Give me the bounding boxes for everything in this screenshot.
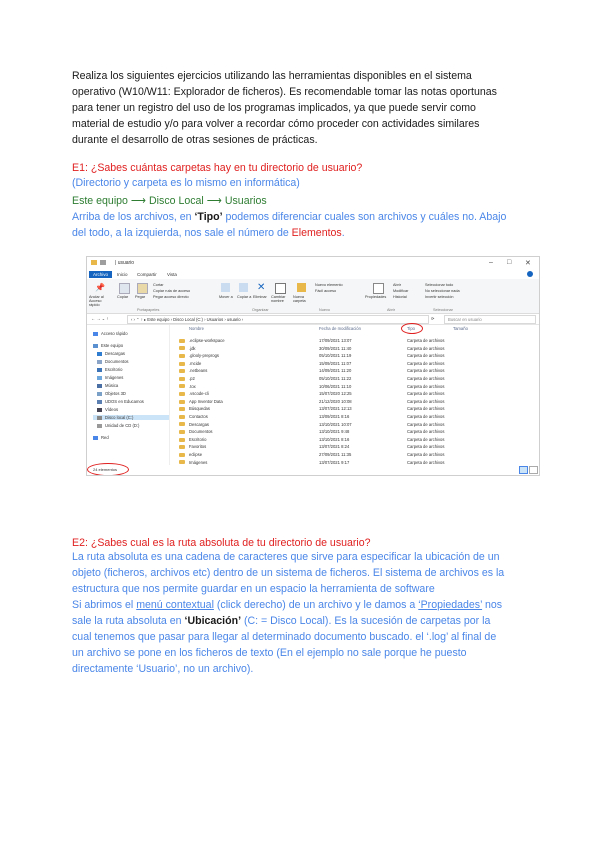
file-name-text: Descargas [189, 421, 210, 427]
file-name [179, 353, 219, 358]
e1-answer-text: Arriba de los archivos, en [72, 211, 195, 223]
intro-line: durante el desarrollo de otras sesiones de prácticas. [72, 134, 318, 146]
e2-properties: ‘Propiedades’ [418, 599, 483, 611]
folder-icon [91, 260, 97, 265]
group-nuevo: Nuevo [319, 308, 330, 312]
nav-item-label: Disco local (C:) [105, 415, 134, 420]
file-type: Carpeta de archivos [407, 391, 445, 397]
file-name [179, 414, 208, 419]
file-name [179, 460, 207, 465]
file-date: 13/07/2021 9:17 [319, 459, 350, 465]
file-date: 15/07/2020 12:25 [319, 391, 352, 397]
move-to-button[interactable]: Mover a [219, 295, 233, 299]
file-name-text: Favoritos [189, 444, 207, 450]
e1-answer-elementos: Elementos [291, 227, 342, 239]
file-name-text: Búsquedas [189, 406, 210, 412]
file-type: Carpeta de archivos [407, 345, 445, 351]
download-icon [97, 352, 102, 356]
file-type: Carpeta de archivos [407, 338, 445, 343]
intro-line: para tener un registro del uso de los programas implicados, ya que puede servir como [72, 102, 476, 114]
file-type: Carpeta de archivos [407, 360, 445, 366]
highlight-circle [401, 323, 423, 334]
tab-archivo[interactable]: Archivo [89, 271, 112, 278]
copy-to-button[interactable]: Copiar a [237, 295, 252, 299]
address-field[interactable] [127, 315, 429, 324]
network-drive-icon [97, 400, 102, 404]
e2-context-menu: menú contextual [136, 599, 214, 611]
file-date: 13/07/2021 8:24 [319, 444, 350, 450]
e2-text: (C: = Disco Local). Es la sucesión de carpetas por la [241, 615, 491, 627]
search-input[interactable] [444, 315, 536, 324]
file-name [179, 406, 210, 411]
folder-icon [179, 430, 185, 434]
nav-item-label: Vídeos [105, 407, 119, 412]
quick-access-icon [100, 260, 106, 265]
file-type: Carpeta de archivos [407, 353, 445, 359]
e1-note: (Directorio y carpeta es lo mismo en informática) [72, 177, 300, 189]
nav-item[interactable] [97, 423, 139, 428]
file-name [179, 437, 206, 442]
file-name [179, 361, 201, 366]
navigation-pane [87, 325, 170, 465]
file-name-text: App Inventor Data [189, 398, 223, 404]
highlight-circle [87, 463, 129, 476]
file-name-text: .jdk [189, 345, 196, 351]
tab-compartir[interactable]: Compartir [137, 272, 157, 277]
rename-button[interactable]: Cambiar nombre [271, 295, 286, 303]
file-name-text: .eclipse-workspace [189, 338, 225, 343]
title-bar [87, 257, 539, 270]
window-title: | usuario [115, 260, 135, 266]
nav-item[interactable] [97, 391, 126, 396]
file-date: 13/10/2021 10:07 [319, 421, 352, 427]
close-icon[interactable]: ✕ [525, 260, 531, 267]
group-abrir: Abrir [387, 308, 396, 312]
e2-text: nos [482, 599, 503, 611]
tab-inicio[interactable]: Inicio [117, 272, 128, 277]
file-type: Carpeta de archivos [407, 414, 445, 419]
file-type: Carpeta de archivos [407, 383, 445, 389]
nav-arrows-icon[interactable]: ← → ⌄ ↑ [91, 316, 109, 321]
paste-button[interactable]: Pegar [135, 295, 146, 299]
e2-line: un archivo se pone en los ficheros de texto (En el ejemplo no sale porque he puesto [72, 647, 467, 659]
nav-item[interactable] [97, 407, 118, 412]
e2-ubicacion: ‘Ubicación’ [184, 615, 242, 627]
address-bar [87, 314, 539, 325]
e1-question: E1: ¿Sabes cuántas carpetas hay en tu directorio de usuario? [72, 162, 363, 174]
nav-item[interactable] [93, 331, 128, 336]
file-date: 30/09/2021 11:40 [319, 345, 352, 351]
nav-item[interactable] [93, 343, 123, 348]
select-all-button[interactable]: Seleccionar todo [425, 283, 454, 287]
pin-quick-access-button[interactable]: Anclar al Acceso rápido [89, 295, 104, 307]
file-date: 21/12/2020 10:08 [319, 398, 352, 404]
item-count: 24 elementos [93, 467, 118, 472]
nav-item-label: Música [105, 383, 119, 388]
folder-icon [179, 392, 185, 396]
paste-shortcut-button[interactable]: Pegar acceso directo [153, 295, 189, 299]
nav-item[interactable] [97, 383, 118, 388]
copy-button[interactable]: Copiar [117, 295, 129, 299]
computer-icon [93, 344, 98, 348]
delete-button[interactable]: Eliminar [253, 295, 267, 299]
history-button[interactable]: Historial [393, 295, 407, 299]
copy-icon [119, 283, 130, 294]
nav-item-label: Red [101, 435, 109, 440]
file-name [179, 422, 209, 427]
folder-icon [179, 346, 185, 350]
file-name-text: .mcide [189, 360, 202, 366]
pictures-icon [97, 376, 102, 380]
group-organizar: Organizar [252, 308, 269, 312]
open-button[interactable]: Abrir [393, 283, 402, 287]
folder-icon [179, 400, 185, 404]
file-name [179, 444, 206, 449]
nav-item-label: Descargas [105, 351, 126, 356]
e2-question: E2: ¿Sabes cual es la ruta absoluta de tu directorio de usuario? [72, 537, 371, 549]
copy-path-button[interactable]: Copiar ruta de acceso [153, 289, 191, 293]
folder-icon [179, 339, 185, 343]
e1-answer-tipo: ‘Tipo’ [194, 211, 223, 223]
cd-drive-icon [97, 424, 102, 428]
file-name-text: Contactos [189, 414, 208, 419]
file-list [171, 325, 537, 465]
file-date: 27/09/2021 11:35 [319, 452, 352, 457]
file-name-text: Imágenes [189, 459, 208, 465]
easy-access-button[interactable]: Fácil acceso [315, 289, 337, 293]
nav-item-label: Documentos [105, 359, 129, 364]
e2-line: estructura que nos permite guardar en un espacio la herramienta de software [72, 583, 435, 595]
documents-icon [97, 360, 102, 364]
file-name-text: Documentos [189, 429, 213, 435]
nav-item-label: Unidad de CD (D:) [105, 423, 140, 428]
select-none-button[interactable]: No seleccionar nada [425, 289, 460, 293]
e2-text: (click derecho) de un archivo y le damos a [213, 599, 419, 611]
maximize-icon[interactable]: □ [507, 259, 512, 266]
pin-icon: 📌 [95, 283, 105, 292]
nav-item-label: UDOS en Educamos [105, 399, 144, 404]
rename-icon [275, 283, 286, 294]
move-to-icon [221, 283, 230, 292]
nav-item[interactable] [97, 367, 122, 372]
e1-answer-text: podemos diferenciar cuales son archivos y cuáles no. Abajo [222, 211, 507, 223]
file-date: 15/09/2021 11:07 [319, 360, 352, 366]
folder-icon [179, 438, 185, 442]
network-icon [93, 436, 98, 440]
file-explorer-screenshot [86, 256, 540, 476]
nav-item[interactable] [97, 375, 123, 380]
nav-item[interactable] [97, 399, 144, 404]
file-name [179, 452, 202, 457]
intro-line: material de estudio y/o para volver a recordar cómo proceder con actividades similares [72, 118, 480, 130]
details-view-icon[interactable] [519, 466, 528, 474]
e2-line: objeto (ficheros, archivos etc) dentro de un sistema de ficheros. El sistema de archivos es la [72, 567, 505, 579]
refresh-icon[interactable]: ⟳ [431, 316, 435, 321]
file-name-text: .p2 [189, 376, 195, 381]
star-icon [93, 332, 98, 336]
file-type: Carpeta de archivos [407, 376, 445, 381]
file-name-text: .glooly-preprogs [189, 353, 220, 359]
file-type: Carpeta de archivos [407, 436, 445, 442]
e2-text: sale la ruta absoluta en [72, 615, 185, 627]
videos-icon [97, 408, 102, 412]
invert-selection-button[interactable]: Invertir selección [425, 295, 454, 299]
file-date: 14/09/2021 11:20 [319, 368, 352, 374]
file-name [179, 391, 209, 396]
e2-line: cual tenemos que pasar para llegar al determinado documento buscado. el ‘.log’ al final de [72, 631, 497, 643]
new-folder-button[interactable]: Nueva carpeta [293, 295, 306, 303]
file-name-text: Escritorio [189, 436, 207, 442]
e2-paragraph-1 [72, 549, 528, 597]
file-name [179, 384, 196, 389]
folder-icon [179, 415, 185, 419]
e2-line: La ruta absoluta es una cadena de caracteres que sirve para especificar la ubicación de un [72, 551, 500, 563]
nav-item-label: Acceso rápido [101, 331, 128, 336]
e1-path: Este equipo ⟶ Disco Local ⟶ Usuarios [72, 195, 267, 207]
e1-answer-text: del todo, a la izquierda, nos sale el número de [72, 227, 292, 239]
column-header-type[interactable]: Tipo [407, 326, 415, 331]
file-name [179, 429, 213, 434]
properties-button[interactable]: Propiedades [365, 295, 387, 299]
file-type: Carpeta de archivos [407, 398, 445, 404]
file-name-text: .tox [189, 383, 196, 389]
folder-icon [179, 453, 185, 457]
folder-icon [179, 384, 185, 388]
objects-3d-icon [97, 392, 102, 396]
intro-line: Realiza los siguientes ejercicios utilizando las herramientas disponibles en el sistema [72, 70, 472, 82]
file-type: Carpeta de archivos [407, 421, 445, 427]
folder-icon [179, 445, 185, 449]
nav-item[interactable] [97, 351, 125, 356]
e2-paragraph-2 [72, 597, 528, 677]
file-name-text: eclipse [189, 452, 203, 457]
file-date: 10/06/2021 11:10 [319, 383, 352, 389]
nav-item-label: Imágenes [105, 375, 124, 380]
e2-line: directamente ‘Usuario’, no un archivo). [72, 663, 254, 675]
file-name [179, 399, 223, 404]
desktop-icon [97, 368, 102, 372]
intro-paragraph [72, 68, 528, 148]
copy-to-icon [239, 283, 248, 292]
file-date: 13/10/2021 8:16 [319, 436, 350, 442]
file-name [179, 346, 196, 351]
file-date: 13/07/2021 12:13 [319, 406, 352, 412]
minimize-icon[interactable]: – [489, 259, 493, 266]
file-type: Carpeta de archivos [407, 406, 445, 412]
folder-icon [179, 369, 185, 373]
folder-icon [179, 362, 185, 366]
file-type: Carpeta de archivos [407, 429, 445, 435]
help-icon[interactable] [527, 271, 533, 277]
tiles-view-icon[interactable] [529, 466, 538, 474]
file-date: 05/10/2021 11:19 [319, 353, 352, 359]
edit-button[interactable]: Modificar [393, 289, 409, 293]
file-name [179, 368, 207, 373]
file-name-text: .netbeans [189, 368, 208, 374]
column-header-size[interactable]: Tamaño [453, 326, 468, 331]
group-portapapeles: Portapapeles [137, 308, 160, 312]
cut-button[interactable]: Cortar [153, 283, 164, 287]
nav-item-label: Objetos 3D [105, 391, 126, 396]
address-path: ‹ › ⌃ ↑ ▸ Este equipo › Disco Local (C:) › Usuarios › usuario › [131, 317, 244, 322]
search-placeholder: Buscar en usuario [448, 317, 482, 322]
folder-icon [179, 460, 185, 464]
tab-vista[interactable]: Vista [167, 272, 177, 277]
file-date: 13/09/2021 8:16 [319, 414, 350, 419]
nav-item-label: Escritorio [105, 367, 123, 372]
column-header-name[interactable]: Nombre [189, 326, 204, 331]
status-bar [87, 465, 539, 475]
folder-icon [179, 377, 185, 381]
file-date: 17/09/2021 13:07 [319, 338, 352, 343]
e1-answer [72, 209, 528, 241]
new-item-button[interactable]: Nuevo elemento [315, 283, 343, 287]
file-type: Carpeta de archivos [407, 444, 445, 450]
file-type: Carpeta de archivos [407, 459, 445, 465]
ribbon [87, 279, 539, 314]
file-type: Carpeta de archivos [407, 368, 445, 374]
nav-item-label: Este equipo [101, 343, 124, 348]
nav-item[interactable] [93, 435, 109, 440]
file-type: Carpeta de archivos [407, 452, 445, 457]
file-name [179, 376, 195, 381]
delete-icon: ✕ [257, 282, 266, 293]
e1-answer-text: . [341, 227, 345, 239]
file-name-text: .vscode-cli [189, 391, 209, 397]
music-icon [97, 384, 102, 388]
new-folder-icon [297, 283, 306, 292]
file-date: 05/10/2021 11:22 [319, 376, 352, 381]
nav-item[interactable] [97, 359, 129, 364]
properties-icon [373, 283, 384, 294]
folder-icon [179, 407, 185, 411]
column-header-date[interactable]: Fecha de modificación [319, 326, 361, 331]
folder-icon [179, 354, 185, 358]
e2-text: Si abrimos el [72, 599, 137, 611]
intro-line: operativo (W10/W11: Explorador de ficheros). Es recomendable tomar las notas oportunas [72, 86, 497, 98]
file-date: 13/10/2021 9:48 [319, 429, 350, 435]
folder-icon [179, 422, 185, 426]
paste-icon [137, 283, 148, 294]
group-seleccionar: Seleccionar [433, 308, 453, 312]
file-name [179, 338, 225, 343]
drive-icon [97, 416, 102, 420]
nav-item-selected[interactable] [93, 415, 169, 420]
